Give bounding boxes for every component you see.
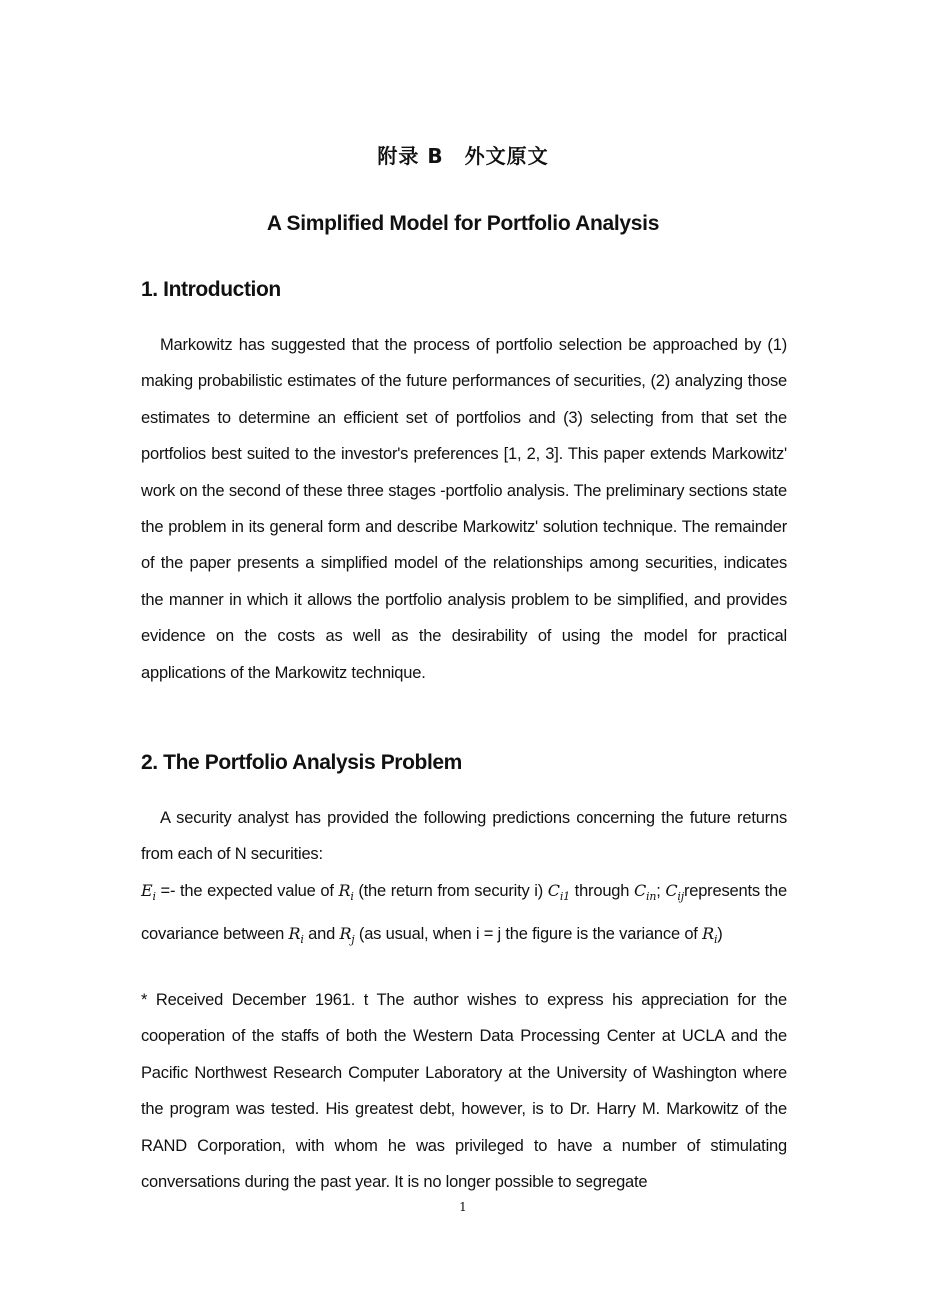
footnote-paragraph: * Received December 1961. t The author wishes to express his appreciation for the cooperation of the staffs of both the Western Data Processing Center at UCLA and the Pacific Northwest Research Computer Laboratory at the University of Washington where the program was tested. His greatest debt, however, is to Dr. Harry M. Markowitz of the RAND Corporation, with whom he was privileged to have a number of stimulating conversations during the past year. It is no longer possible to segregate xyxy=(141,991,787,1192)
appendix-title: 附录 B 外文原文 xyxy=(377,144,549,168)
return-symbol: $R_i$ xyxy=(338,881,354,904)
return-i-symbol: $R_i$ xyxy=(288,923,304,946)
section-heading-introduction: 1. Introduction xyxy=(141,278,281,301)
covariance-ij-symbol: $C_{ij}$ xyxy=(665,881,684,904)
covariance-first-symbol: $C_{i1}$ xyxy=(547,881,570,904)
definitions-paragraph: $E_i$ =- the expected value of $R_i$ (the return from security i) $C_{i1}$ through $C_{in}$; $C_{ij}represents$ the covariance between $R_i$ and $R_j$ (as usual, when i = j the figure is the variance of $R_i$) xyxy=(141,881,787,946)
expected-value-symbol: $E_i$ xyxy=(141,881,156,904)
problem-intro-paragraph: A security analyst has provided the following predictions concerning the future returns from each of N securities: xyxy=(141,809,787,864)
covariance-last-symbol: $C_{in}$ xyxy=(633,881,657,904)
paper-title: A Simplified Model for Portfolio Analysis xyxy=(266,212,660,235)
section-heading-portfolio-analysis-problem: 2. The Portfolio Analysis Problem xyxy=(141,751,462,774)
introduction-paragraph: Markowitz has suggested that the process of portfolio selection be approached by (1) making probabilistic estimates of the future performances of securities, (2) analyzing those estimates to determine an efficient set of portfolios and (3) selecting from that set the portfolios best suited to the investor's preferences [1, 2, 3]. This paper extends Markowitz' work on the second of these three stages -portfolio analysis. The preliminary sections state the problem in its general form and describe Markowitz' solution technique. The remainder of the paper presents a simplified model of the relationships among securities, indicates the manner in which it allows the portfolio analysis problem to be simplified, and provides evidence on the costs as well as the desirability of using the model for practical applications of the Markowitz technique. xyxy=(141,336,787,682)
page-number: 1 xyxy=(459,1200,467,1214)
return-j-symbol: $R_j$ xyxy=(339,923,355,946)
variance-return-symbol: $R_i$ xyxy=(702,923,718,946)
